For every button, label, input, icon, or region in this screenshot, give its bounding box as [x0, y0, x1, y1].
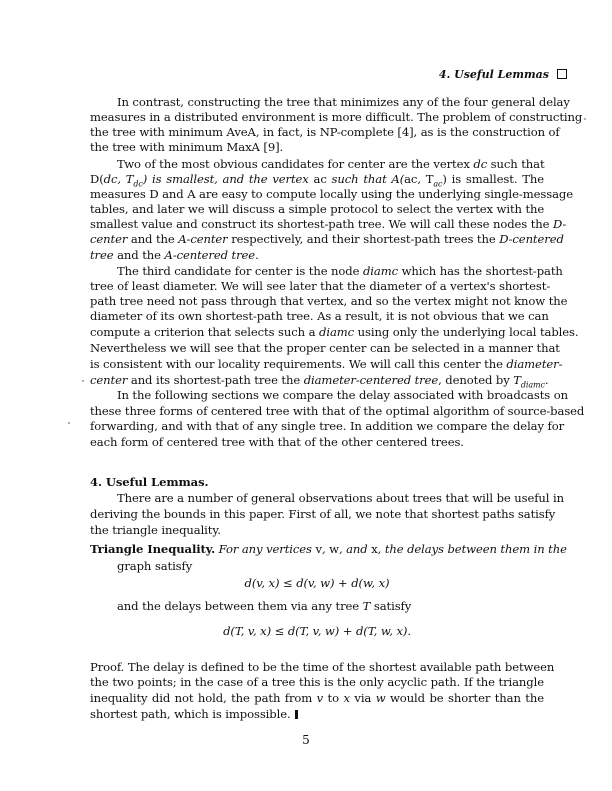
text-segment: There are a number of general observations about trees that will be useful in — [117, 491, 564, 505]
text-line — [90, 125, 560, 140]
scan-speck — [584, 118, 586, 120]
italic-text: , the delays between them in the — [377, 542, 567, 556]
italic-text: d(T, w, x) — [355, 624, 408, 638]
text-segment: + — [339, 624, 356, 638]
italic-text: d(v, w) — [296, 576, 335, 590]
text-segment: ac, T — [404, 172, 434, 186]
text-line — [117, 388, 568, 403]
scan-speck — [82, 380, 84, 382]
italic-text: diameter-centered tree — [303, 373, 439, 387]
text-segment: the tree with minimum MaxA [9]. — [90, 140, 284, 154]
text-line — [90, 691, 544, 706]
italic-text: T — [362, 599, 371, 613]
text-segment: shortest path, which is impossible. — [90, 707, 291, 721]
text-line — [90, 507, 556, 522]
text-segment: The third candidate for center is the node — [117, 264, 363, 278]
text-segment: using only the underlying local tables. — [354, 325, 579, 339]
text-segment: path tree need not pass through that vertex, and so the vertex might not know the — [90, 294, 568, 308]
text-segment: via — [349, 691, 376, 705]
text-line — [117, 491, 564, 506]
italic-text: v — [316, 691, 324, 705]
text-segment: diamc — [520, 380, 545, 390]
text-segment: and the delays between them via any tree — [117, 599, 363, 613]
text-segment: and its shortest-path tree the — [127, 373, 304, 387]
text-segment: measures in a distributed environment is more difficult. The problem of constructing — [90, 110, 583, 124]
italic-text: d(w, x) — [351, 576, 390, 590]
text-segment: satisfy — [370, 599, 412, 613]
text-line — [90, 325, 579, 340]
italic-text: ac — [433, 179, 443, 189]
scan-speck — [68, 422, 70, 424]
text-segment: these three forms of centered tree with that of the optimal algorithm of source-based — [90, 404, 585, 418]
text-segment: inequality did not hold, the path from — [90, 691, 317, 705]
text-segment: smallest value and construct its shortest-path tree. We will call these nodes the — [90, 217, 553, 231]
text-line — [90, 187, 573, 202]
text-segment: and the — [113, 248, 165, 262]
text-segment: forwarding, and with that of any single tree. In addition we compare the delay for — [90, 419, 565, 433]
italic-text: w — [375, 691, 386, 705]
italic-text: For any vertices — [215, 542, 316, 556]
text-line — [90, 341, 560, 356]
italic-text: A-centered tree — [164, 248, 256, 262]
text-line — [117, 157, 544, 172]
text-segment: , denoted by — [438, 373, 514, 387]
text-line — [90, 419, 565, 434]
text-line — [90, 576, 544, 591]
text-segment: v — [315, 542, 322, 556]
text-segment: the two points; in the case of a tree this is the only acyclic path. If the triangle — [90, 675, 544, 689]
text-line — [90, 294, 568, 309]
italic-text: dc, T — [103, 172, 134, 186]
text-segment: 4. Useful Lemmas. — [90, 475, 209, 489]
text-segment: ≤ — [271, 624, 288, 638]
running-header — [439, 68, 567, 81]
text-segment: D( — [90, 172, 104, 186]
italic-text: d(T, v, w) — [287, 624, 340, 638]
text-line — [90, 404, 585, 419]
text-segment: is consistent with our locality requirements. We will call this center the — [90, 357, 507, 371]
text-line — [90, 475, 544, 490]
text-segment: graph satisfy — [117, 559, 193, 573]
italic-text: x — [343, 691, 350, 705]
text-segment: each form of centered tree with that of the other centered trees. — [90, 435, 464, 449]
text-line — [90, 202, 544, 217]
text-segment: which has the shortest-path — [398, 264, 563, 278]
italic-text: T — [513, 373, 521, 387]
italic-text: , — [321, 542, 330, 556]
italic-text: ) is smallest, and the vertex — [142, 172, 314, 186]
text-segment: would be shorter than the — [385, 691, 544, 705]
text-line — [90, 523, 544, 538]
text-line — [90, 435, 544, 450]
text-line — [90, 279, 551, 294]
italic-text: . — [544, 373, 549, 387]
running-title: 4. Useful Lemmas — [438, 68, 549, 81]
text-line — [90, 309, 549, 324]
text-segment: the triangle inequality. — [90, 523, 221, 537]
text-segment: tree of least diameter. We will see later that the diameter of a vertex's shortest- — [90, 279, 551, 293]
text-line — [117, 95, 570, 110]
text-segment: + — [334, 576, 352, 590]
text-segment: ≤ — [279, 576, 297, 590]
text-line — [117, 559, 544, 574]
text-line — [90, 675, 544, 690]
text-segment: diameter of its own shortest-path tree. As a result, it is not obvious that we can — [90, 309, 549, 323]
text-line — [90, 542, 567, 557]
text-line — [90, 140, 544, 155]
italic-text: diamc — [362, 264, 398, 278]
italic-text: diamc — [319, 325, 355, 339]
text-line — [90, 232, 564, 247]
theorem-label: Triangle Inequality. — [90, 542, 216, 556]
italic-text: such that A( — [326, 172, 405, 186]
italic-text: center — [90, 232, 128, 246]
text-line — [90, 624, 544, 639]
italic-text: D- — [553, 217, 567, 231]
text-line — [90, 217, 567, 232]
text-segment: ) is smallest. The — [442, 172, 544, 186]
text-segment: ac — [313, 172, 327, 186]
text-segment: tables, and later we will discuss a simple protocol to select the vertex with the — [90, 202, 545, 216]
italic-text: A-center — [178, 232, 228, 246]
text-line — [90, 357, 563, 372]
italic-text: tree — [90, 248, 114, 262]
text-segment: dc — [133, 179, 143, 189]
text-line — [90, 248, 544, 263]
text-segment: compute a criterion that selects such a — [90, 325, 320, 339]
italic-text: center — [90, 373, 128, 387]
text-segment: Nevertheless we will see that the proper center can be selected in a manner that — [90, 341, 560, 355]
text-segment: measures D and A are easy to compute locally using the underlying single-message — [90, 187, 573, 201]
text-segment: Proof. The delay is defined to be the time of the shortest available path between — [90, 660, 555, 674]
text-segment: to — [323, 691, 344, 705]
text-segment: w — [329, 542, 339, 556]
text-segment: the tree with minimum AveA, in fact, is NP-complete [4], as is the construction of — [90, 125, 560, 139]
text-segment: such that — [487, 157, 545, 171]
text-line — [117, 599, 544, 614]
page-number: 5 — [302, 733, 310, 747]
italic-text: d(v, x) — [244, 576, 280, 590]
text-line — [90, 110, 583, 125]
end-box-icon — [557, 69, 567, 79]
text-segment: Two of the most obvious candidates for center are the vertex — [117, 157, 474, 171]
text-segment: x — [371, 542, 378, 556]
text-segment: deriving the bounds in this paper. First of all, we note that shortest paths satisfy — [90, 507, 556, 521]
italic-text: diameter- — [506, 357, 563, 371]
text-segment: In the following sections we compare the delay associated with broadcasts on — [117, 388, 568, 402]
italic-text: D-centered — [499, 232, 564, 246]
text-segment: and the — [127, 232, 179, 246]
text-segment: . — [407, 624, 411, 638]
text-segment: . — [255, 248, 259, 262]
text-line — [90, 660, 555, 675]
italic-text: d(T, v, x) — [223, 624, 272, 638]
qed-icon — [295, 710, 298, 719]
text-line — [117, 264, 563, 279]
text-segment: In contrast, constructing the tree that minimizes any of the four general delay — [117, 95, 570, 109]
text-line — [90, 707, 544, 722]
italic-text: , and — [338, 542, 372, 556]
text-segment: respectively, and their shortest-path trees the — [227, 232, 500, 246]
italic-text: dc — [473, 157, 488, 171]
